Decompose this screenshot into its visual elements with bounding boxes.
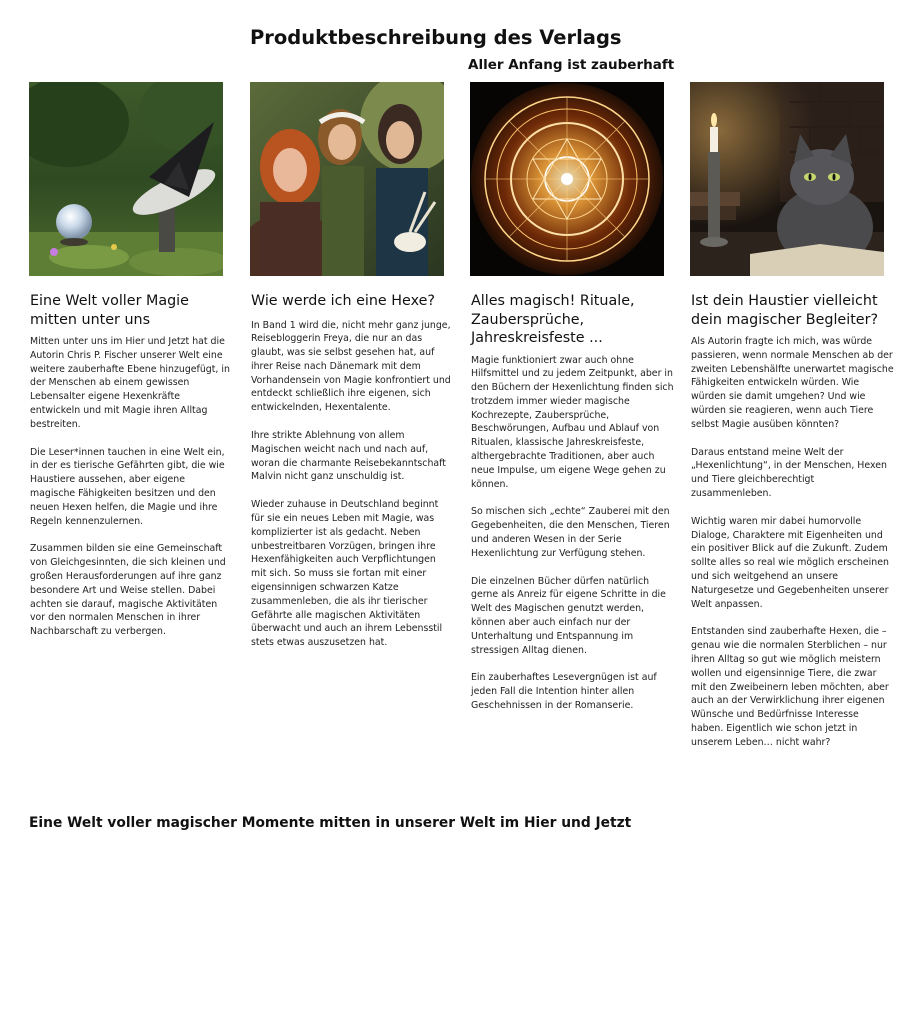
paragraph: Daraus entstand meine Welt der „Hexenlichtung“, in der Menschen, Hexen und Tiere gleichberechtigt zusammenleben. (691, 446, 887, 499)
paragraph: Magie funktioniert zwar auch ohne Hilfsmittel und zu jedem Zeitpunkt, aber in den Büchern der Hexenlichtung finden sich trotzdem immer wieder magische Kochrezepte, Zaubersprüche, Beschwörungen, Aufbau und Ablauf von Ritualen, klassische Jahreskreisfeste, althergebrachte Traditionen, aber auch neue Impulse, um eigene Wege gehen zu können. (471, 354, 674, 490)
paragraph: Entstanden sind zauberhafte Hexen, die – genau wie die normalen Sterblichen – nur ihren Alltag so gut wie möglich meistern wollen und eigensinnige Tiere, die zwar mit den Zweibeinern leben möchten, aber auch an der Verwirklichung ihrer eigenen Wünsche und Bedürfnisse Interesse haben. Eigentlich wie schon jetzt in unserem Leben… nicht wahr? (691, 626, 889, 748)
three-witches-photo (250, 82, 444, 276)
column-body (691, 335, 894, 750)
paragraph: Als Autorin fragte ich mich, was würde passieren, wenn normale Menschen ab der zweiten Lebenshälfte unerwartet magische Fähigkeiten entwickeln würden. Wie würden sie damit umgehen? Und wie würden sie reagieren, wenn auch Tiere selbst Magie ausüben könnten? (691, 336, 894, 430)
paragraph: So mischen sich „echte“ Zauberei mit den Gegebenheiten, die den Menschen, Tieren und anderen Wesen in der Serie Hexenlichtung zur Verfügung stehen. (471, 506, 670, 559)
column-4 (690, 82, 894, 764)
glowing-magic-circle-photo (470, 82, 664, 276)
column-body (471, 354, 674, 713)
paragraph: Wichtig waren mir dabei humorvolle Dialoge, Charaktere mit Eigenheiten und ein positiver Blick auf die Zukunft. Zudem sollte alles so real wie möglich erscheinen und sich weitgehend an unsere Naturgesetze und Gegebenheiten unserer Welt anpassen. (691, 515, 889, 610)
column-heading: Alles magisch! Rituale, Zaubersprüche, Jahreskreisfeste ... (471, 293, 635, 346)
paragraph: In Band 1 wird die, nicht mehr ganz junge, Reisebloggerin Freya, die nur an das glaubt, was sie selbst gesehen hat, auf ihrer Reise nach Dänemark mit dem Vorhandensein von Magie konfrontiert und entdeckt schließlich ihre eigenen, sich entwickelnden, Hexentalente. (251, 319, 451, 414)
column-body (30, 335, 233, 639)
paragraph: Ihre strikte Ablehnung von allem Magischen weicht nach und nach auf, woran die charmante Reisebekanntschaft Malvin nicht ganz unschuldig ist. (251, 430, 446, 483)
column-heading: Wie werde ich eine Hexe? (251, 293, 435, 309)
paragraph: Wieder zuhause in Deutschland beginnt für sie ein neues Leben mit Magie, was komplizierter ist als gedacht. Neben unbestreitbaren Vorzügen, bringen ihre Hexenfähigkeiten auch Verpflichtungen mit sich. So muss sie fortan mit einer eigensinnigen schwarzen Katze zusammenleben, die als ihr tierischer Gefährte alle magischen Aktivitäten überwacht und auch an ihrem Lebensstil stets etwas auszusetzen hat. (251, 499, 443, 649)
column-body (251, 319, 454, 651)
column-2 (250, 82, 454, 664)
paragraph: Mitten unter uns im Hier und Jetzt hat die Autorin Chris P. Fischer unserer Welt eine weitere zauberhafte Ebene hinzugefügt, in der Menschen ab einem gewissen Lebensalter eigene Hexenkräfte entwickeln und mit Magie ihren Alltag bestreiten. (30, 336, 230, 430)
page-title: Produktbeschreibung des Verlags (250, 26, 622, 49)
paragraph: Die einzelnen Bücher dürfen natürlich gerne als Anreiz für eigene Schritte in die Welt des Magischen genutzt werden, können aber auch einfach nur der Unterhaltung und Entspannung im stressigen Alltag dienen. (471, 575, 666, 656)
column-heading: Eine Welt voller Magie mitten unter uns (30, 293, 189, 328)
paragraph: Zusammen bilden sie eine Gemeinschaft von Gleichgesinnten, die sich kleinen und großen Herausforderungen auf ihre ganz besondere Art und Weise stellen. Dabei achten sie darauf, magische Aktivitäten vor den normalen Menschen in ihrer Nachbarschaft zu verbergen. (30, 543, 226, 638)
bottom-heading: Eine Welt voller magischer Momente mitten in unserer Welt im Hier und Jetzt (29, 815, 632, 831)
cat-with-candle-and-books-photo (690, 82, 884, 276)
column-3 (470, 82, 674, 727)
witch-hat-and-crystal-ball-photo (29, 82, 223, 276)
paragraph: Ein zauberhaftes Lesevergnügen ist auf jeden Fall die Intention hinter allen Geschehnissen in der Romanserie. (471, 672, 657, 712)
column-heading: Ist dein Haustier vielleicht dein magischer Begleiter? (691, 293, 879, 328)
paragraph: Die Leser*innen tauchen in eine Welt ein, in der es tierische Gefährten gibt, die wie Haustiere aussehen, aber eigene magische Fähigkeiten besitzen und den neuen Hexen helfen, die Magie und ihre Regeln kennenzulernen. (30, 446, 225, 527)
column-1 (29, 82, 233, 653)
page-subtitle: Aller Anfang ist zauberhaft (468, 57, 675, 73)
